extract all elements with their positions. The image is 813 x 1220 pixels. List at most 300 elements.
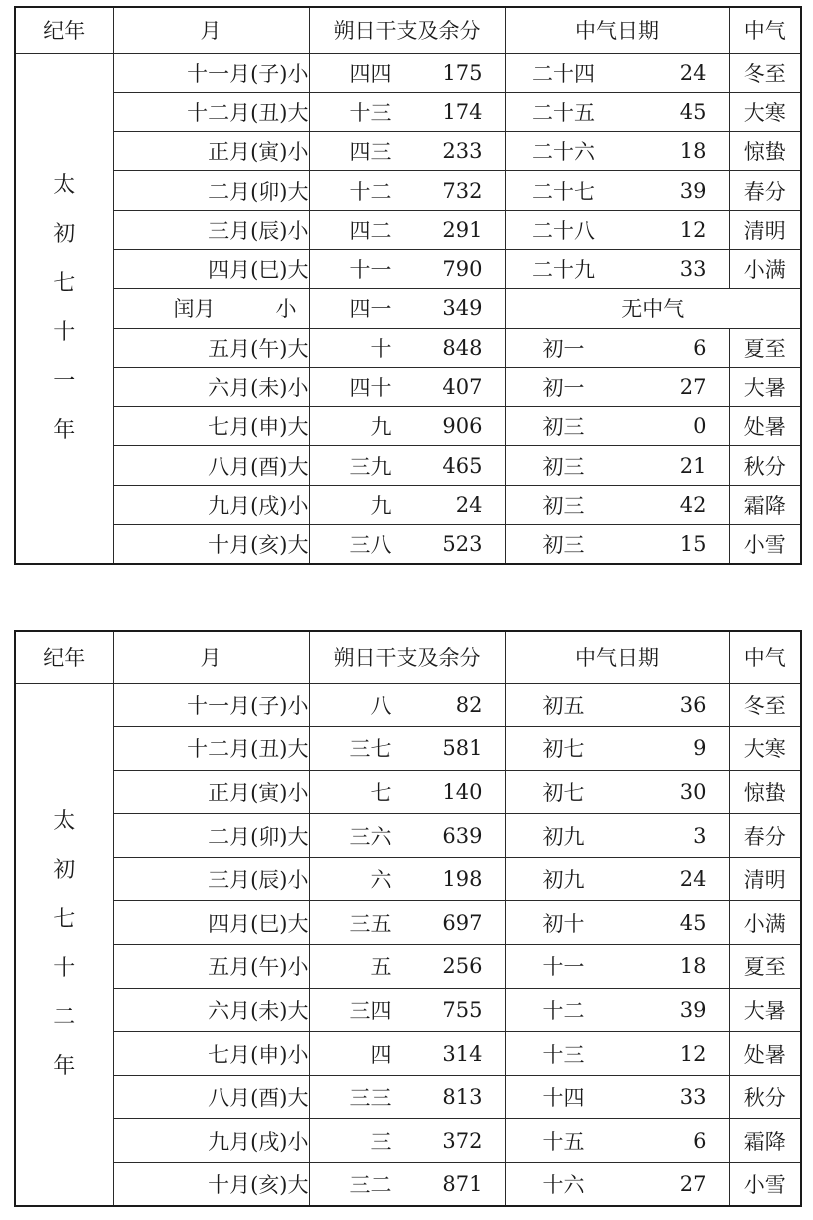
qi-date-cell xyxy=(505,53,729,92)
ganzhi-day: 十一 xyxy=(349,258,392,283)
qi-split xyxy=(506,529,729,559)
month-cell: 六月(未)小 xyxy=(113,367,309,406)
solar-term-cell: 春分 xyxy=(729,814,801,858)
qi-remainder: 27 xyxy=(679,1172,707,1197)
ganzhi-day: 九 xyxy=(370,493,392,518)
solar-term-cell: 大寒 xyxy=(729,92,801,131)
shuo-cell xyxy=(309,1119,505,1163)
month-header: 月 xyxy=(113,7,309,53)
shuo-split xyxy=(310,97,505,127)
shuo-cell xyxy=(309,328,505,367)
solar-term-cell: 大暑 xyxy=(729,367,801,406)
qi-date-cell xyxy=(505,249,729,288)
ganzhi-day: 三五 xyxy=(349,911,392,936)
table-row xyxy=(15,210,801,249)
ganzhi-day: 十三 xyxy=(349,100,392,125)
qi-split xyxy=(506,97,729,127)
qi-date-cell xyxy=(505,92,729,131)
month-cell: 七月(申)大 xyxy=(113,407,309,446)
month-cell: 二月(卯)大 xyxy=(113,171,309,210)
remainder: 697 xyxy=(442,910,483,935)
qi-remainder: 39 xyxy=(679,178,707,203)
shuo-split xyxy=(310,1126,505,1156)
shuo-split xyxy=(310,411,505,441)
era-char: 七 xyxy=(53,907,76,933)
table-row xyxy=(15,1032,801,1076)
solar-term-cell: 霜降 xyxy=(729,485,801,524)
qi-day: 二十八 xyxy=(532,218,595,243)
shuo-cell xyxy=(309,945,505,989)
month-cell: 九月(戌)小 xyxy=(113,485,309,524)
remainder: 755 xyxy=(442,997,483,1022)
shuo-cell xyxy=(309,683,505,727)
ganzhi-day: 四 xyxy=(370,1042,392,1067)
shuo-split xyxy=(310,490,505,520)
ganzhi-day: 四三 xyxy=(349,140,392,165)
table-row xyxy=(15,171,801,210)
table-row xyxy=(15,446,801,485)
shuo-split xyxy=(310,690,505,720)
ganzhi-day: 七 xyxy=(370,780,392,805)
qi-remainder: 12 xyxy=(679,1041,707,1066)
qi-day: 十五 xyxy=(542,1129,585,1154)
qi-remainder: 39 xyxy=(679,997,707,1022)
qi-header: 中气 xyxy=(729,631,801,683)
qi-date-cell xyxy=(505,1075,729,1119)
solar-term-cell: 清明 xyxy=(729,210,801,249)
qi-remainder: 24 xyxy=(679,867,707,892)
qi-split xyxy=(506,411,729,441)
remainder: 256 xyxy=(442,954,483,979)
ganzhi-day: 十 xyxy=(370,336,392,361)
solar-term-cell: 处暑 xyxy=(729,407,801,446)
shuo-split xyxy=(310,451,505,481)
solar-term-cell: 冬至 xyxy=(729,683,801,727)
qi-date-cell xyxy=(505,485,729,524)
remainder: 349 xyxy=(442,296,483,321)
qi-date-cell xyxy=(505,1119,729,1163)
remainder: 848 xyxy=(442,335,483,360)
solar-term-cell: 惊蛰 xyxy=(729,770,801,814)
era-header: 纪年 xyxy=(15,7,113,53)
month-cell: 二月(卯)大 xyxy=(113,814,309,858)
qi-header: 中气 xyxy=(729,7,801,53)
header-row xyxy=(15,7,801,53)
table-row xyxy=(15,814,801,858)
qi-day: 二十七 xyxy=(532,179,595,204)
shuo-split xyxy=(310,254,505,284)
qi-day: 初七 xyxy=(542,737,585,762)
ganzhi-day: 三七 xyxy=(349,737,392,762)
qi-date-cell xyxy=(505,210,729,249)
shuo-split xyxy=(310,1039,505,1069)
shuo-cell xyxy=(309,1163,505,1207)
shuo-cell xyxy=(309,289,505,328)
era-cell xyxy=(15,683,113,1206)
qi-split xyxy=(506,1126,729,1156)
shuo-split xyxy=(310,951,505,981)
shuo-split xyxy=(310,293,505,323)
qi-day: 二十四 xyxy=(532,61,595,86)
era-char: 年 xyxy=(53,418,76,444)
solar-term-cell: 处暑 xyxy=(729,1032,801,1076)
qi-remainder: 24 xyxy=(679,60,707,85)
ganzhi-day: 八 xyxy=(370,693,392,718)
table-row xyxy=(15,407,801,446)
era-header: 纪年 xyxy=(15,631,113,683)
month-cell: 正月(寅)小 xyxy=(113,132,309,171)
month-cell: 四月(巳)大 xyxy=(113,249,309,288)
shuo-cell xyxy=(309,814,505,858)
solar-term-cell: 夏至 xyxy=(729,328,801,367)
shuo-cell xyxy=(309,171,505,210)
ganzhi-day: 五 xyxy=(370,955,392,980)
shuo-cell xyxy=(309,901,505,945)
month-cell: 五月(午)大 xyxy=(113,328,309,367)
qi-day: 十四 xyxy=(542,1086,585,1111)
era-char: 一 xyxy=(53,369,76,395)
solar-term-cell: 小雪 xyxy=(729,1163,801,1207)
qi-day: 初一 xyxy=(542,376,585,401)
qi-day: 十三 xyxy=(542,1042,585,1067)
month-cell: 九月(戌)小 xyxy=(113,1119,309,1163)
ganzhi-day: 三六 xyxy=(349,824,392,849)
shuo-cell xyxy=(309,485,505,524)
shuo-split xyxy=(310,908,505,938)
shuo-header: 朔日干支及余分 xyxy=(309,7,505,53)
shuo-split xyxy=(310,1082,505,1112)
table-row xyxy=(15,92,801,131)
shuo-header: 朔日干支及余分 xyxy=(309,631,505,683)
table-row xyxy=(15,525,801,564)
month-cell: 正月(寅)小 xyxy=(113,770,309,814)
qi-date-cell xyxy=(505,525,729,564)
qi-day: 初三 xyxy=(542,454,585,479)
solar-term-cell: 春分 xyxy=(729,171,801,210)
qi-date-cell xyxy=(505,901,729,945)
qi-remainder: 12 xyxy=(679,217,707,242)
qi-day: 二十六 xyxy=(532,140,595,165)
qi-remainder: 30 xyxy=(679,779,707,804)
table-row xyxy=(15,683,801,727)
month-cell: 十二月(丑)大 xyxy=(113,92,309,131)
solar-term-cell: 大寒 xyxy=(729,727,801,771)
remainder: 871 xyxy=(442,1172,483,1197)
calendar-table-year-71 xyxy=(14,6,802,565)
qi-day: 十六 xyxy=(542,1173,585,1198)
qi-remainder: 18 xyxy=(679,954,707,979)
qi-day: 二十五 xyxy=(532,100,595,125)
remainder: 523 xyxy=(442,531,483,556)
month-cell xyxy=(113,289,309,328)
month-cell: 六月(未)大 xyxy=(113,988,309,1032)
month-cell: 十月(亥)大 xyxy=(113,525,309,564)
qi-date-cell xyxy=(505,1032,729,1076)
solar-term-cell: 夏至 xyxy=(729,945,801,989)
qi-split xyxy=(506,1082,729,1112)
table-row xyxy=(15,1075,801,1119)
ganzhi-day: 九 xyxy=(370,415,392,440)
qi-date-header: 中气日期 xyxy=(505,631,729,683)
shuo-cell xyxy=(309,446,505,485)
shuo-split xyxy=(310,529,505,559)
qi-split xyxy=(506,995,729,1025)
qi-split xyxy=(506,58,729,88)
table-row xyxy=(15,485,801,524)
shuo-split xyxy=(310,995,505,1025)
remainder: 465 xyxy=(442,453,483,478)
qi-day: 初三 xyxy=(542,415,585,440)
qi-remainder: 42 xyxy=(679,492,707,517)
qi-remainder: 33 xyxy=(679,257,707,282)
month-cell: 十一月(子)小 xyxy=(113,53,309,92)
solar-term-cell: 清明 xyxy=(729,857,801,901)
table-row xyxy=(15,1119,801,1163)
ganzhi-day: 四一 xyxy=(349,297,392,322)
qi-remainder: 18 xyxy=(679,139,707,164)
qi-remainder: 21 xyxy=(679,453,707,478)
qi-date-cell xyxy=(505,857,729,901)
ganzhi-day: 四十 xyxy=(349,376,392,401)
table-row xyxy=(15,727,801,771)
leap-month-size: 小 xyxy=(275,297,297,322)
era-char: 太 xyxy=(53,173,76,199)
remainder: 906 xyxy=(442,414,483,439)
month-cell: 四月(巳)大 xyxy=(113,901,309,945)
remainder: 314 xyxy=(442,1041,483,1066)
qi-split xyxy=(506,864,729,894)
ganzhi-day: 四二 xyxy=(349,218,392,243)
ganzhi-day: 三二 xyxy=(349,1173,392,1198)
qi-split xyxy=(506,136,729,166)
shuo-cell xyxy=(309,92,505,131)
era-char: 太 xyxy=(53,809,76,835)
era-char: 初 xyxy=(53,858,76,884)
shuo-split xyxy=(310,777,505,807)
table-row xyxy=(15,289,801,328)
qi-split xyxy=(506,451,729,481)
table-row xyxy=(15,1163,801,1207)
qi-date-cell xyxy=(505,1163,729,1207)
qi-remainder: 15 xyxy=(679,531,707,556)
shuo-cell xyxy=(309,1075,505,1119)
ganzhi-day: 三四 xyxy=(349,998,392,1023)
qi-date-cell xyxy=(505,407,729,446)
table-row xyxy=(15,367,801,406)
month-cell: 五月(午)小 xyxy=(113,945,309,989)
qi-remainder: 6 xyxy=(693,335,707,360)
qi-split xyxy=(506,215,729,245)
ganzhi-day: 三三 xyxy=(349,1086,392,1111)
shuo-split xyxy=(310,821,505,851)
shuo-split xyxy=(310,136,505,166)
qi-date-cell xyxy=(505,814,729,858)
qi-date-cell xyxy=(505,367,729,406)
month-cell: 十一月(子)小 xyxy=(113,683,309,727)
leap-month-label: 闰月 xyxy=(173,297,216,322)
qi-split xyxy=(506,176,729,206)
remainder: 233 xyxy=(442,139,483,164)
shuo-cell xyxy=(309,210,505,249)
qi-split xyxy=(506,1039,729,1069)
month-cell: 十月(亥)大 xyxy=(113,1163,309,1207)
qi-remainder: 27 xyxy=(679,375,707,400)
table-row xyxy=(15,857,801,901)
ganzhi-day: 四四 xyxy=(349,61,392,86)
qi-date-header: 中气日期 xyxy=(505,7,729,53)
solar-term-cell: 小满 xyxy=(729,901,801,945)
qi-remainder: 45 xyxy=(679,910,707,935)
solar-term-cell: 秋分 xyxy=(729,1075,801,1119)
remainder: 175 xyxy=(442,60,483,85)
ganzhi-day: 六 xyxy=(370,868,392,893)
table-row xyxy=(15,945,801,989)
shuo-cell xyxy=(309,988,505,1032)
remainder: 790 xyxy=(442,257,483,282)
shuo-split xyxy=(310,176,505,206)
shuo-cell xyxy=(309,727,505,771)
era-char: 二 xyxy=(53,1005,76,1031)
qi-split xyxy=(506,254,729,284)
qi-day: 十一 xyxy=(542,955,585,980)
shuo-cell xyxy=(309,1032,505,1076)
qi-split xyxy=(506,821,729,851)
qi-date-cell xyxy=(505,727,729,771)
qi-date-cell xyxy=(505,171,729,210)
qi-split xyxy=(506,908,729,938)
no-zhongqi-cell: 无中气 xyxy=(505,289,801,328)
qi-remainder: 9 xyxy=(693,736,707,761)
qi-split xyxy=(506,951,729,981)
ganzhi-day: 三 xyxy=(370,1129,392,1154)
calendar-table-year-72 xyxy=(14,630,802,1207)
qi-date-cell xyxy=(505,683,729,727)
shuo-cell xyxy=(309,132,505,171)
remainder: 581 xyxy=(442,736,483,761)
shuo-cell xyxy=(309,857,505,901)
qi-split xyxy=(506,372,729,402)
qi-remainder: 33 xyxy=(679,1085,707,1110)
month-header: 月 xyxy=(113,631,309,683)
ganzhi-day: 三八 xyxy=(349,532,392,557)
qi-day: 初九 xyxy=(542,824,585,849)
qi-day: 初五 xyxy=(542,693,585,718)
solar-term-cell: 小雪 xyxy=(729,525,801,564)
solar-term-cell: 霜降 xyxy=(729,1119,801,1163)
shuo-split xyxy=(310,733,505,763)
shuo-split xyxy=(310,1169,505,1199)
qi-day: 初三 xyxy=(542,493,585,518)
remainder: 813 xyxy=(442,1085,483,1110)
qi-day: 初九 xyxy=(542,868,585,893)
shuo-split xyxy=(310,333,505,363)
table-row xyxy=(15,53,801,92)
qi-split xyxy=(506,777,729,807)
qi-split xyxy=(506,1169,729,1199)
remainder: 198 xyxy=(442,867,483,892)
qi-remainder: 3 xyxy=(693,823,707,848)
era-char: 初 xyxy=(53,222,76,248)
qi-date-cell xyxy=(505,328,729,367)
era-char: 十 xyxy=(53,956,76,982)
month-cell: 三月(辰)小 xyxy=(113,857,309,901)
remainder: 82 xyxy=(455,692,483,717)
shuo-cell xyxy=(309,770,505,814)
table-row xyxy=(15,988,801,1032)
shuo-split xyxy=(310,215,505,245)
shuo-cell xyxy=(309,525,505,564)
ganzhi-day: 三九 xyxy=(349,454,392,479)
qi-date-cell xyxy=(505,945,729,989)
qi-split xyxy=(506,490,729,520)
era-char: 十 xyxy=(53,320,76,346)
month-cell: 十二月(丑)大 xyxy=(113,727,309,771)
table-row xyxy=(15,770,801,814)
solar-term-cell: 小满 xyxy=(729,249,801,288)
month-cell: 八月(酉)大 xyxy=(113,1075,309,1119)
table-row xyxy=(15,132,801,171)
shuo-split xyxy=(310,864,505,894)
qi-split xyxy=(506,690,729,720)
header-row xyxy=(15,631,801,683)
remainder: 372 xyxy=(442,1128,483,1153)
qi-date-cell xyxy=(505,988,729,1032)
table-row xyxy=(15,249,801,288)
solar-term-cell: 大暑 xyxy=(729,988,801,1032)
era-char: 年 xyxy=(53,1054,76,1080)
qi-remainder: 0 xyxy=(693,414,707,439)
solar-term-cell: 冬至 xyxy=(729,53,801,92)
solar-term-cell: 惊蛰 xyxy=(729,132,801,171)
qi-day: 初七 xyxy=(542,780,585,805)
qi-split xyxy=(506,733,729,763)
qi-remainder: 36 xyxy=(679,692,707,717)
remainder: 732 xyxy=(442,178,483,203)
remainder: 291 xyxy=(442,217,483,242)
remainder: 140 xyxy=(442,779,483,804)
shuo-split xyxy=(310,58,505,88)
qi-remainder: 45 xyxy=(679,99,707,124)
qi-remainder: 6 xyxy=(693,1128,707,1153)
qi-date-cell xyxy=(505,446,729,485)
shuo-cell xyxy=(309,53,505,92)
remainder: 174 xyxy=(442,99,483,124)
era-char: 七 xyxy=(53,271,76,297)
remainder: 639 xyxy=(442,823,483,848)
remainder: 24 xyxy=(455,492,483,517)
remainder: 407 xyxy=(442,375,483,400)
qi-split xyxy=(506,333,729,363)
shuo-split xyxy=(310,372,505,402)
shuo-cell xyxy=(309,367,505,406)
month-cell: 三月(辰)小 xyxy=(113,210,309,249)
era-cell xyxy=(15,53,113,564)
ganzhi-day: 十二 xyxy=(349,179,392,204)
qi-date-cell xyxy=(505,770,729,814)
month-cell: 八月(酉)大 xyxy=(113,446,309,485)
shuo-cell xyxy=(309,249,505,288)
table-row xyxy=(15,901,801,945)
qi-day: 初三 xyxy=(542,532,585,557)
table-row xyxy=(15,328,801,367)
qi-day: 初十 xyxy=(542,911,585,936)
qi-date-cell xyxy=(505,132,729,171)
qi-day: 十二 xyxy=(542,998,585,1023)
qi-day: 初一 xyxy=(542,336,585,361)
solar-term-cell: 秋分 xyxy=(729,446,801,485)
shuo-cell xyxy=(309,407,505,446)
month-cell: 七月(申)小 xyxy=(113,1032,309,1076)
